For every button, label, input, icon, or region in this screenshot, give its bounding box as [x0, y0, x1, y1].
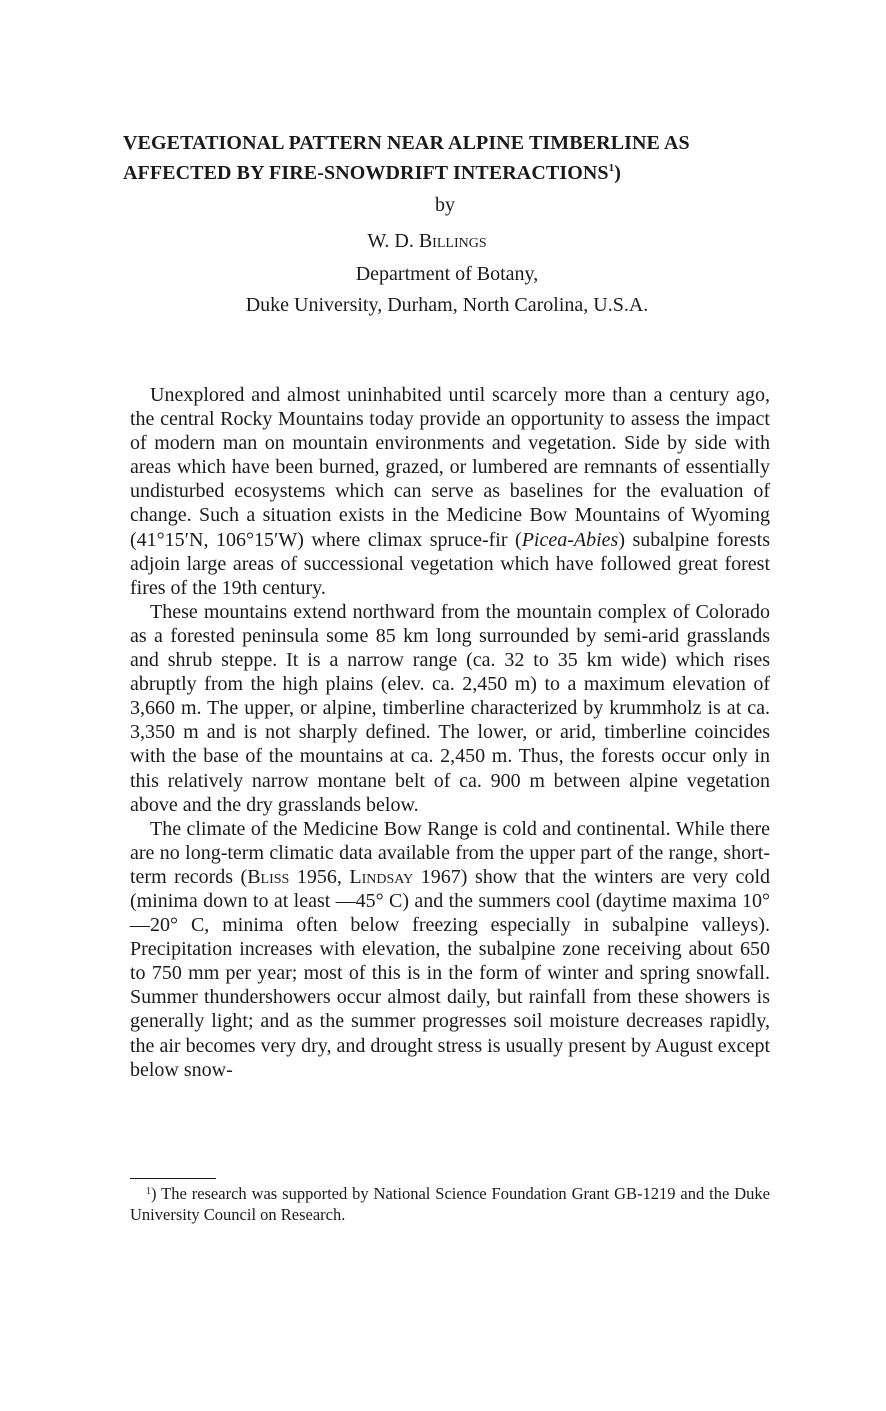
paragraph-3-text-a: The climate of the Medicine Bow Range is cold and continental. While there are no long-term climatic data available from the upper part of the range, short-term records ( [130, 817, 770, 888]
footnote-mark-close: ) [151, 1184, 157, 1203]
author-initials: W. D. [367, 230, 414, 252]
footnote-text: The research was supported by National Science Foundation Grant GB-1219 and the Duke University Council on Research. [130, 1184, 770, 1224]
article-title [123, 128, 783, 188]
title-text: VEGETATIONAL PATTERN NEAR ALPINE TIMBERLINE AS AFFECTED BY FIRE-SNOWDRIFT INTERACTIONS [123, 132, 690, 184]
byline-by: by [435, 194, 455, 216]
footnote-divider [130, 1178, 216, 1179]
footnote [130, 1183, 770, 1225]
paragraph-3 [130, 817, 770, 1082]
footnote-mark: 1 [146, 1186, 151, 1197]
paragraph-1-text-b: ) subalpine forests adjoin large areas of successional vegetation which have followed great forest fires of the 19th century. [130, 528, 770, 599]
author-surname: Billings [418, 230, 487, 252]
paragraph-1 [130, 383, 770, 600]
title-footnote-mark: 1 [608, 162, 615, 174]
paragraph-2: These mountains extend northward from the mountain complex of Colorado as a forested peninsula some 85 km long surrounded by semi-arid grasslands and shrub steppe. It is a narrow range (ca. 32 to 35 km wide) which rises abruptly from the high plains (elev. ca. 2,450 m) to a maximum elevation of 3,660 m. The upper, or alpine, timberline characterized by krummholz is at ca. 3,350 m and is not sharply defined. The lower, or arid, timberline coincides with the base of the mountains at ca. 2,450 m. Thus, the forests occur only in this relatively narrow montane belt of ca. 900 m between alpine vegetation above and the dry grasslands below. [130, 600, 770, 816]
paragraph-3-text-c: 1967) show that the winters are very cold (minima down to at least —45° C) and the summers cool (daytime maxima 10°—20° C, minima often below freezing especially in subalpine valleys). Precipitation increases with elevation, the subalpine zone receiving about 650 to 750 mm per year; most of this is in the form of winter and spring snowfall. Summer thundershowers occur almost daily, but rainfall from these showers is generally light; and as the summer progresses soil moisture decreases rapidly, the air becomes very dry, and drought stress is usually present by August except below snow- [130, 865, 770, 1081]
paragraph-1-text-a: Unexplored and almost uninhabited until scarcely more than a century ago, the central Rocky Mountains today provide an opportunity to assess the impact of modern man on mountain environments and vegetation. Side by side with areas which have been burned, grazed, or lumbered are remnants of essentially undisturbed ecosystems which can serve as baselines for the evaluation of change. Such a situation exists in the Medicine Bow Mountains of Wyoming (41°15′N, 106°15′W) where climax spruce-fir ( [130, 384, 770, 551]
citation-bliss: Bliss [247, 865, 290, 888]
citation-lindsay: Lindsay [349, 865, 414, 888]
paragraph-3-text-b: 1956, [289, 865, 350, 888]
taxon-name: Picea-Abies [521, 528, 619, 551]
title-footnote-mark-close: ) [614, 162, 622, 184]
author-name [0, 230, 870, 253]
affiliation-department: Department of Botany, [355, 263, 539, 285]
article-body [130, 383, 770, 1082]
affiliation-institution: Duke University, Durham, North Carolina, U.S.A. [245, 294, 649, 316]
